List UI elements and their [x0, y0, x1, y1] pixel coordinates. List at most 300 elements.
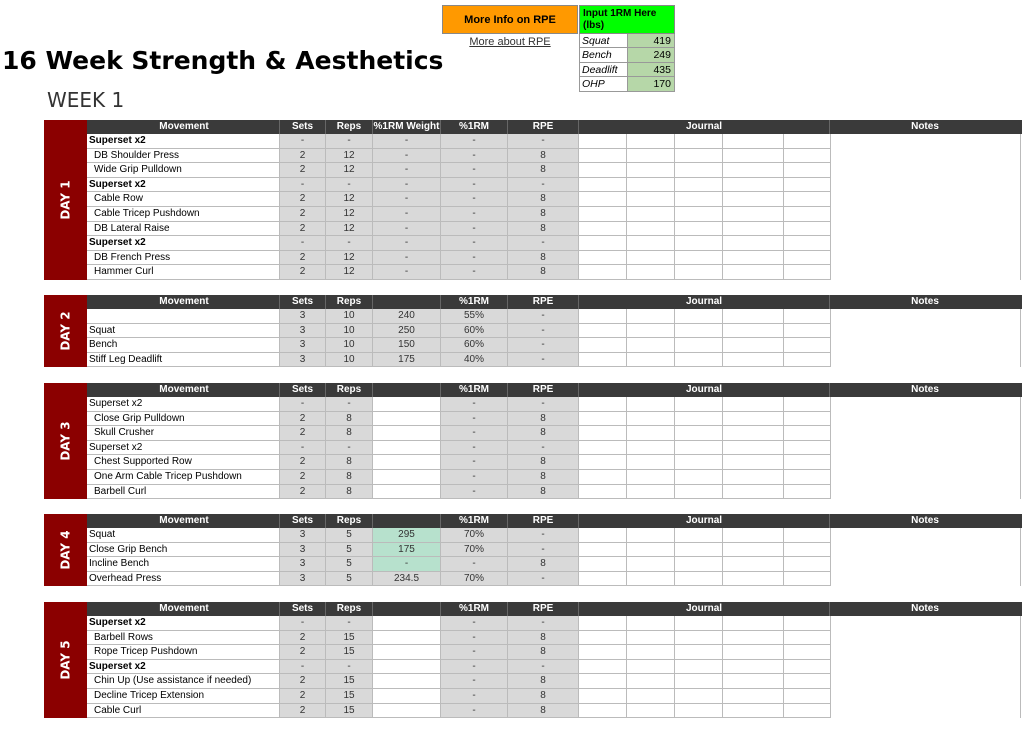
- weight-cell[interactable]: [373, 485, 441, 500]
- journal-cell[interactable]: [675, 338, 723, 353]
- rpe-cell[interactable]: -: [508, 528, 579, 543]
- journal-cell[interactable]: [675, 222, 723, 237]
- journal-cell[interactable]: [784, 265, 831, 280]
- notes-cell[interactable]: [831, 149, 1021, 164]
- journal-cell[interactable]: [723, 704, 784, 719]
- rpe-cell[interactable]: -: [508, 660, 579, 675]
- journal-cell[interactable]: [723, 149, 784, 164]
- journal-cell[interactable]: [579, 455, 627, 470]
- journal-cell[interactable]: [723, 412, 784, 427]
- journal-cell[interactable]: [675, 309, 723, 324]
- reps-cell[interactable]: 12: [326, 192, 373, 207]
- pct-cell[interactable]: -: [441, 455, 508, 470]
- pct-cell[interactable]: -: [441, 265, 508, 280]
- journal-cell[interactable]: [579, 470, 627, 485]
- journal-cell[interactable]: [675, 207, 723, 222]
- rpe-cell[interactable]: -: [508, 397, 579, 412]
- reps-cell[interactable]: 8: [326, 426, 373, 441]
- pct-cell[interactable]: 60%: [441, 338, 508, 353]
- journal-cell[interactable]: [627, 572, 675, 587]
- journal-cell[interactable]: [723, 557, 784, 572]
- pct-cell[interactable]: 40%: [441, 353, 508, 368]
- journal-cell[interactable]: [627, 192, 675, 207]
- sets-cell[interactable]: 2: [280, 631, 326, 646]
- journal-cell[interactable]: [784, 192, 831, 207]
- rpe-cell[interactable]: -: [508, 309, 579, 324]
- journal-cell[interactable]: [723, 528, 784, 543]
- journal-cell[interactable]: [675, 265, 723, 280]
- sets-cell[interactable]: 2: [280, 704, 326, 719]
- journal-cell[interactable]: [784, 645, 831, 660]
- movement-cell[interactable]: Cable Curl: [87, 704, 280, 719]
- journal-cell[interactable]: [627, 265, 675, 280]
- movement-cell[interactable]: Hammer Curl: [87, 265, 280, 280]
- pct-cell[interactable]: -: [441, 236, 508, 251]
- weight-cell[interactable]: -: [373, 557, 441, 572]
- movement-cell[interactable]: DB Shoulder Press: [87, 149, 280, 164]
- pct-cell[interactable]: -: [441, 485, 508, 500]
- movement-cell[interactable]: Skull Crusher: [87, 426, 280, 441]
- journal-cell[interactable]: [784, 704, 831, 719]
- journal-cell[interactable]: [627, 353, 675, 368]
- reps-cell[interactable]: -: [326, 178, 373, 193]
- reps-cell[interactable]: -: [326, 616, 373, 631]
- journal-cell[interactable]: [784, 528, 831, 543]
- movement-cell[interactable]: Superset x2: [87, 134, 280, 149]
- journal-cell[interactable]: [784, 222, 831, 237]
- movement-cell[interactable]: Superset x2: [87, 397, 280, 412]
- reps-cell[interactable]: 10: [326, 353, 373, 368]
- journal-cell[interactable]: [627, 397, 675, 412]
- rpe-cell[interactable]: 8: [508, 412, 579, 427]
- notes-cell[interactable]: [831, 192, 1021, 207]
- movement-cell[interactable]: Superset x2: [87, 441, 280, 456]
- notes-cell[interactable]: [831, 207, 1021, 222]
- journal-cell[interactable]: [579, 149, 627, 164]
- notes-cell[interactable]: [831, 485, 1021, 500]
- pct-cell[interactable]: -: [441, 689, 508, 704]
- journal-cell[interactable]: [579, 543, 627, 558]
- sets-cell[interactable]: 2: [280, 455, 326, 470]
- journal-cell[interactable]: [627, 222, 675, 237]
- one-rm-value-input[interactable]: 435: [627, 63, 675, 76]
- journal-cell[interactable]: [723, 426, 784, 441]
- weight-cell[interactable]: 234.5: [373, 572, 441, 587]
- sets-cell[interactable]: -: [280, 134, 326, 149]
- journal-cell[interactable]: [784, 163, 831, 178]
- journal-cell[interactable]: [579, 353, 627, 368]
- rpe-cell[interactable]: -: [508, 178, 579, 193]
- weight-cell[interactable]: [373, 412, 441, 427]
- journal-cell[interactable]: [579, 412, 627, 427]
- sets-cell[interactable]: 3: [280, 353, 326, 368]
- notes-cell[interactable]: [831, 470, 1021, 485]
- movement-cell[interactable]: Superset x2: [87, 236, 280, 251]
- journal-cell[interactable]: [579, 660, 627, 675]
- sets-cell[interactable]: 3: [280, 528, 326, 543]
- rpe-cell[interactable]: -: [508, 236, 579, 251]
- journal-cell[interactable]: [579, 178, 627, 193]
- rpe-cell[interactable]: 8: [508, 645, 579, 660]
- weight-cell[interactable]: 175: [373, 543, 441, 558]
- journal-cell[interactable]: [579, 441, 627, 456]
- journal-cell[interactable]: [627, 163, 675, 178]
- rpe-cell[interactable]: 8: [508, 207, 579, 222]
- journal-cell[interactable]: [627, 324, 675, 339]
- notes-cell[interactable]: [831, 251, 1021, 266]
- reps-cell[interactable]: 12: [326, 251, 373, 266]
- journal-cell[interactable]: [579, 674, 627, 689]
- journal-cell[interactable]: [784, 674, 831, 689]
- reps-cell[interactable]: 15: [326, 631, 373, 646]
- weight-cell[interactable]: 240: [373, 309, 441, 324]
- journal-cell[interactable]: [675, 543, 723, 558]
- journal-cell[interactable]: [723, 222, 784, 237]
- weight-cell[interactable]: [373, 645, 441, 660]
- journal-cell[interactable]: [784, 616, 831, 631]
- rpe-cell[interactable]: 8: [508, 689, 579, 704]
- journal-cell[interactable]: [579, 163, 627, 178]
- pct-cell[interactable]: -: [441, 178, 508, 193]
- journal-cell[interactable]: [579, 338, 627, 353]
- movement-cell[interactable]: Cable Row: [87, 192, 280, 207]
- movement-cell[interactable]: Squat: [87, 324, 280, 339]
- rpe-cell[interactable]: -: [508, 543, 579, 558]
- notes-cell[interactable]: [831, 528, 1021, 543]
- movement-cell[interactable]: One Arm Cable Tricep Pushdown: [87, 470, 280, 485]
- sets-cell[interactable]: 2: [280, 207, 326, 222]
- journal-cell[interactable]: [784, 412, 831, 427]
- pct-cell[interactable]: -: [441, 412, 508, 427]
- rpe-info-link[interactable]: More about RPE: [469, 36, 551, 48]
- sets-cell[interactable]: 2: [280, 426, 326, 441]
- journal-cell[interactable]: [675, 397, 723, 412]
- reps-cell[interactable]: 15: [326, 689, 373, 704]
- sets-cell[interactable]: 2: [280, 192, 326, 207]
- movement-cell[interactable]: Squat: [87, 528, 280, 543]
- rpe-cell[interactable]: 8: [508, 222, 579, 237]
- movement-cell[interactable]: Barbell Curl: [87, 485, 280, 500]
- rpe-cell[interactable]: 8: [508, 192, 579, 207]
- journal-cell[interactable]: [723, 441, 784, 456]
- weight-cell[interactable]: -: [373, 265, 441, 280]
- notes-cell[interactable]: [831, 645, 1021, 660]
- journal-cell[interactable]: [627, 689, 675, 704]
- journal-cell[interactable]: [627, 660, 675, 675]
- journal-cell[interactable]: [579, 426, 627, 441]
- reps-cell[interactable]: -: [326, 441, 373, 456]
- sets-cell[interactable]: 2: [280, 251, 326, 266]
- rpe-cell[interactable]: -: [508, 338, 579, 353]
- reps-cell[interactable]: 8: [326, 470, 373, 485]
- weight-cell[interactable]: [373, 426, 441, 441]
- journal-cell[interactable]: [627, 485, 675, 500]
- journal-cell[interactable]: [723, 192, 784, 207]
- journal-cell[interactable]: [579, 134, 627, 149]
- journal-cell[interactable]: [579, 557, 627, 572]
- rpe-cell[interactable]: 8: [508, 557, 579, 572]
- rpe-cell[interactable]: -: [508, 616, 579, 631]
- sets-cell[interactable]: 2: [280, 412, 326, 427]
- movement-cell[interactable]: Close Grip Bench: [87, 543, 280, 558]
- journal-cell[interactable]: [627, 412, 675, 427]
- pct-cell[interactable]: 60%: [441, 324, 508, 339]
- journal-cell[interactable]: [627, 528, 675, 543]
- pct-cell[interactable]: -: [441, 149, 508, 164]
- reps-cell[interactable]: 5: [326, 572, 373, 587]
- weight-cell[interactable]: [373, 689, 441, 704]
- journal-cell[interactable]: [627, 645, 675, 660]
- notes-cell[interactable]: [831, 441, 1021, 456]
- reps-cell[interactable]: 8: [326, 455, 373, 470]
- movement-cell[interactable]: DB French Press: [87, 251, 280, 266]
- sets-cell[interactable]: -: [280, 616, 326, 631]
- reps-cell[interactable]: -: [326, 134, 373, 149]
- journal-cell[interactable]: [579, 704, 627, 719]
- journal-cell[interactable]: [627, 543, 675, 558]
- pct-cell[interactable]: -: [441, 557, 508, 572]
- weight-cell[interactable]: [373, 441, 441, 456]
- pct-cell[interactable]: -: [441, 631, 508, 646]
- journal-cell[interactable]: [784, 149, 831, 164]
- rpe-cell[interactable]: -: [508, 134, 579, 149]
- movement-cell[interactable]: Incline Bench: [87, 557, 280, 572]
- rpe-cell[interactable]: 8: [508, 470, 579, 485]
- journal-cell[interactable]: [627, 674, 675, 689]
- journal-cell[interactable]: [723, 485, 784, 500]
- pct-cell[interactable]: -: [441, 163, 508, 178]
- sets-cell[interactable]: -: [280, 178, 326, 193]
- journal-cell[interactable]: [627, 251, 675, 266]
- weight-cell[interactable]: -: [373, 163, 441, 178]
- weight-cell[interactable]: [373, 674, 441, 689]
- journal-cell[interactable]: [723, 660, 784, 675]
- reps-cell[interactable]: 15: [326, 674, 373, 689]
- rpe-cell[interactable]: 8: [508, 631, 579, 646]
- journal-cell[interactable]: [675, 572, 723, 587]
- notes-cell[interactable]: [831, 265, 1021, 280]
- rpe-cell[interactable]: 8: [508, 485, 579, 500]
- notes-cell[interactable]: [831, 455, 1021, 470]
- notes-cell[interactable]: [831, 426, 1021, 441]
- movement-cell[interactable]: [87, 309, 280, 324]
- rpe-cell[interactable]: 8: [508, 251, 579, 266]
- journal-cell[interactable]: [675, 134, 723, 149]
- journal-cell[interactable]: [723, 397, 784, 412]
- journal-cell[interactable]: [784, 631, 831, 646]
- journal-cell[interactable]: [784, 455, 831, 470]
- notes-cell[interactable]: [831, 353, 1021, 368]
- pct-cell[interactable]: -: [441, 397, 508, 412]
- weight-cell[interactable]: 250: [373, 324, 441, 339]
- notes-cell[interactable]: [831, 689, 1021, 704]
- journal-cell[interactable]: [675, 645, 723, 660]
- journal-cell[interactable]: [675, 192, 723, 207]
- journal-cell[interactable]: [579, 222, 627, 237]
- journal-cell[interactable]: [675, 353, 723, 368]
- sets-cell[interactable]: 2: [280, 470, 326, 485]
- journal-cell[interactable]: [784, 324, 831, 339]
- journal-cell[interactable]: [723, 236, 784, 251]
- reps-cell[interactable]: -: [326, 660, 373, 675]
- journal-cell[interactable]: [723, 265, 784, 280]
- journal-cell[interactable]: [675, 251, 723, 266]
- reps-cell[interactable]: 8: [326, 485, 373, 500]
- journal-cell[interactable]: [784, 470, 831, 485]
- journal-cell[interactable]: [723, 689, 784, 704]
- journal-cell[interactable]: [784, 353, 831, 368]
- weight-cell[interactable]: 295: [373, 528, 441, 543]
- sets-cell[interactable]: 3: [280, 338, 326, 353]
- reps-cell[interactable]: 12: [326, 265, 373, 280]
- reps-cell[interactable]: 15: [326, 645, 373, 660]
- pct-cell[interactable]: -: [441, 470, 508, 485]
- pct-cell[interactable]: -: [441, 441, 508, 456]
- journal-cell[interactable]: [784, 397, 831, 412]
- pct-cell[interactable]: -: [441, 192, 508, 207]
- sets-cell[interactable]: 2: [280, 645, 326, 660]
- reps-cell[interactable]: 5: [326, 557, 373, 572]
- notes-cell[interactable]: [831, 338, 1021, 353]
- notes-cell[interactable]: [831, 572, 1021, 587]
- journal-cell[interactable]: [723, 324, 784, 339]
- movement-cell[interactable]: Cable Tricep Pushdown: [87, 207, 280, 222]
- sets-cell[interactable]: 2: [280, 689, 326, 704]
- reps-cell[interactable]: 10: [326, 309, 373, 324]
- journal-cell[interactable]: [627, 236, 675, 251]
- reps-cell[interactable]: 12: [326, 149, 373, 164]
- weight-cell[interactable]: [373, 397, 441, 412]
- journal-cell[interactable]: [723, 353, 784, 368]
- journal-cell[interactable]: [579, 631, 627, 646]
- journal-cell[interactable]: [579, 207, 627, 222]
- journal-cell[interactable]: [784, 236, 831, 251]
- journal-cell[interactable]: [627, 470, 675, 485]
- sets-cell[interactable]: 2: [280, 222, 326, 237]
- reps-cell[interactable]: 12: [326, 222, 373, 237]
- journal-cell[interactable]: [579, 324, 627, 339]
- weight-cell[interactable]: -: [373, 134, 441, 149]
- journal-cell[interactable]: [579, 265, 627, 280]
- sets-cell[interactable]: 2: [280, 265, 326, 280]
- sets-cell[interactable]: -: [280, 660, 326, 675]
- weight-cell[interactable]: -: [373, 236, 441, 251]
- journal-cell[interactable]: [723, 251, 784, 266]
- movement-cell[interactable]: Wide Grip Pulldown: [87, 163, 280, 178]
- journal-cell[interactable]: [675, 455, 723, 470]
- journal-cell[interactable]: [675, 324, 723, 339]
- journal-cell[interactable]: [579, 528, 627, 543]
- journal-cell[interactable]: [784, 660, 831, 675]
- reps-cell[interactable]: 5: [326, 543, 373, 558]
- journal-cell[interactable]: [579, 192, 627, 207]
- weight-cell[interactable]: 175: [373, 353, 441, 368]
- movement-cell[interactable]: Stiff Leg Deadlift: [87, 353, 280, 368]
- journal-cell[interactable]: [784, 689, 831, 704]
- notes-cell[interactable]: [831, 324, 1021, 339]
- journal-cell[interactable]: [627, 616, 675, 631]
- notes-cell[interactable]: [831, 236, 1021, 251]
- journal-cell[interactable]: [723, 616, 784, 631]
- sets-cell[interactable]: 3: [280, 557, 326, 572]
- weight-cell[interactable]: -: [373, 207, 441, 222]
- movement-cell[interactable]: Decline Tricep Extension: [87, 689, 280, 704]
- pct-cell[interactable]: -: [441, 616, 508, 631]
- notes-cell[interactable]: [831, 660, 1021, 675]
- journal-cell[interactable]: [675, 485, 723, 500]
- movement-cell[interactable]: Overhead Press: [87, 572, 280, 587]
- journal-cell[interactable]: [723, 207, 784, 222]
- weight-cell[interactable]: [373, 631, 441, 646]
- reps-cell[interactable]: 5: [326, 528, 373, 543]
- journal-cell[interactable]: [627, 455, 675, 470]
- pct-cell[interactable]: -: [441, 660, 508, 675]
- journal-cell[interactable]: [675, 528, 723, 543]
- journal-cell[interactable]: [579, 397, 627, 412]
- journal-cell[interactable]: [723, 134, 784, 149]
- journal-cell[interactable]: [675, 178, 723, 193]
- journal-cell[interactable]: [723, 572, 784, 587]
- pct-cell[interactable]: -: [441, 134, 508, 149]
- sets-cell[interactable]: 2: [280, 163, 326, 178]
- sets-cell[interactable]: -: [280, 441, 326, 456]
- journal-cell[interactable]: [579, 251, 627, 266]
- journal-cell[interactable]: [579, 309, 627, 324]
- sets-cell[interactable]: -: [280, 236, 326, 251]
- movement-cell[interactable]: Barbell Rows: [87, 631, 280, 646]
- journal-cell[interactable]: [627, 207, 675, 222]
- rpe-cell[interactable]: -: [508, 572, 579, 587]
- pct-cell[interactable]: -: [441, 674, 508, 689]
- notes-cell[interactable]: [831, 178, 1021, 193]
- weight-cell[interactable]: -: [373, 251, 441, 266]
- journal-cell[interactable]: [675, 557, 723, 572]
- movement-cell[interactable]: Superset x2: [87, 660, 280, 675]
- journal-cell[interactable]: [723, 338, 784, 353]
- journal-cell[interactable]: [627, 149, 675, 164]
- notes-cell[interactable]: [831, 309, 1021, 324]
- weight-cell[interactable]: [373, 704, 441, 719]
- reps-cell[interactable]: 12: [326, 163, 373, 178]
- journal-cell[interactable]: [675, 412, 723, 427]
- journal-cell[interactable]: [723, 163, 784, 178]
- weight-cell[interactable]: [373, 616, 441, 631]
- rpe-cell[interactable]: 8: [508, 455, 579, 470]
- journal-cell[interactable]: [723, 309, 784, 324]
- sets-cell[interactable]: -: [280, 397, 326, 412]
- journal-cell[interactable]: [784, 309, 831, 324]
- journal-cell[interactable]: [675, 470, 723, 485]
- notes-cell[interactable]: [831, 543, 1021, 558]
- pct-cell[interactable]: -: [441, 704, 508, 719]
- movement-cell[interactable]: Chest Supported Row: [87, 455, 280, 470]
- journal-cell[interactable]: [723, 178, 784, 193]
- journal-cell[interactable]: [627, 178, 675, 193]
- reps-cell[interactable]: 15: [326, 704, 373, 719]
- pct-cell[interactable]: -: [441, 251, 508, 266]
- notes-cell[interactable]: [831, 222, 1021, 237]
- journal-cell[interactable]: [723, 455, 784, 470]
- journal-cell[interactable]: [627, 631, 675, 646]
- journal-cell[interactable]: [675, 689, 723, 704]
- journal-cell[interactable]: [784, 572, 831, 587]
- rpe-cell[interactable]: -: [508, 353, 579, 368]
- movement-cell[interactable]: Bench: [87, 338, 280, 353]
- journal-cell[interactable]: [784, 543, 831, 558]
- pct-cell[interactable]: 70%: [441, 572, 508, 587]
- journal-cell[interactable]: [627, 134, 675, 149]
- pct-cell[interactable]: 70%: [441, 543, 508, 558]
